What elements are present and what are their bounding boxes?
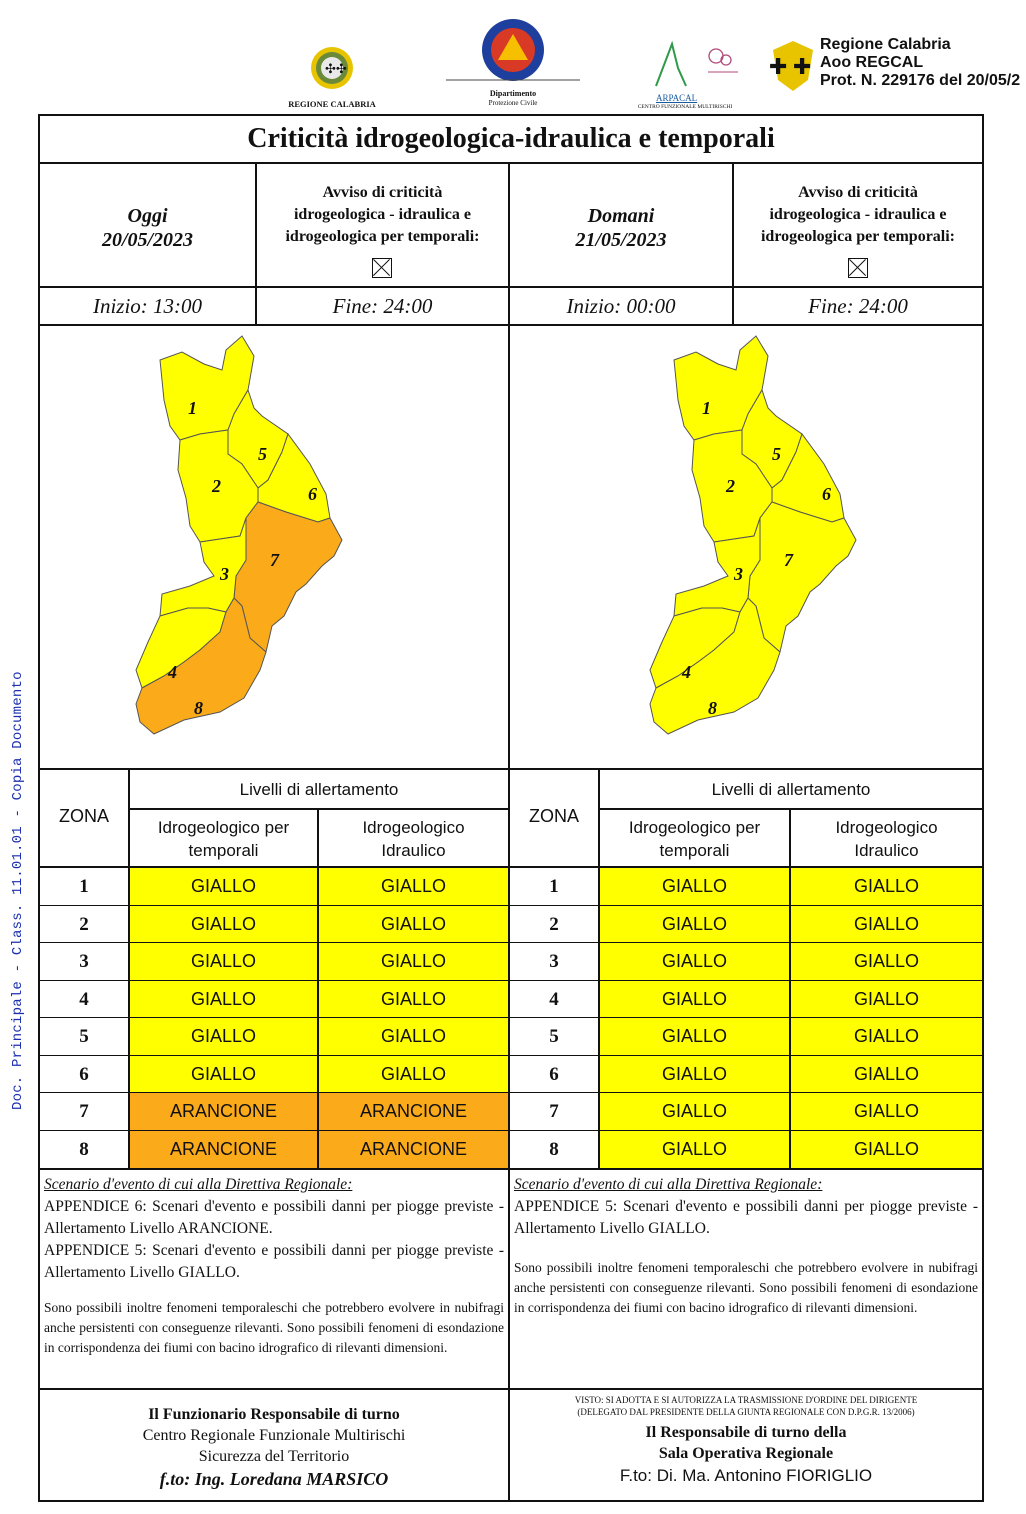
- regione-small-emblem-icon: [768, 38, 818, 94]
- map-tomorrow-label-1: 1: [702, 398, 711, 418]
- tbl-tomorrow-zona-7-idraulico-level: GIALLO: [791, 1093, 982, 1131]
- tbl-today-zona-4: 4: [40, 981, 130, 1019]
- tbl-tomorrow-col2-header: [791, 810, 982, 868]
- tbl-today-zona-3-idraulico-level: GIALLO: [319, 943, 508, 981]
- tbl-tomorrow-zona-8-idraulico-level: GIALLO: [791, 1131, 982, 1169]
- tbl-today-zona-4-temporali-level: GIALLO: [130, 981, 319, 1019]
- tbl-tomorrow-zona-1-idraulico-level: GIALLO: [791, 868, 982, 906]
- map-tomorrow-label-3: 3: [734, 564, 743, 584]
- svg-text:✚: ✚: [793, 55, 812, 80]
- tbl-tomorrow-zona-1-temporali-level: GIALLO: [600, 868, 791, 906]
- today-fine: Fine: 24:00: [332, 294, 433, 318]
- footer-left-sign: f.to: Ing. Loredana MARSICO: [159, 1469, 389, 1489]
- footer-right-title2: Sala Operativa Regionale: [658, 1445, 834, 1462]
- tbl-today-zona-6-temporali-level: GIALLO: [130, 1056, 319, 1094]
- tbl-tomorrow-zona-2-idraulico-level: GIALLO: [791, 906, 982, 944]
- tbl-tomorrow-zona-2-temporali-level: GIALLO: [600, 906, 791, 944]
- tbl-tomorrow-zona-8-temporali-level: GIALLO: [600, 1131, 791, 1169]
- today-avviso-checkbox[interactable]: [372, 258, 392, 278]
- scenario-tomorrow-heading: Scenario d'evento di cui alla Direttiva Regionale:: [514, 1176, 823, 1193]
- tbl-today-zona-5-temporali-level: GIALLO: [130, 1018, 319, 1056]
- scenario-today-p3: Sono possibili inoltre fenomeni temporaleschi che potrebbero evolvere in nubifragi anche persistenti con conseguenze rilevanti. Sono possibili fenomeni di esondazione in corrispondenza dei fiumi con bacino idrografico di rilevanti dimensioni.: [44, 1300, 504, 1355]
- today-inizio: Inizio: 13:00: [92, 294, 203, 318]
- tbl-today-zona-7: 7: [40, 1093, 130, 1131]
- scenario-today-heading: Scenario d'evento di cui alla Direttiva Regionale:: [44, 1176, 353, 1193]
- tbl-today-zona-4-idraulico-level: GIALLO: [319, 981, 508, 1019]
- footer-right-visto1: VISTO: SI ADOTTA E SI AUTORIZZA LA TRASMISSIONE D'ORDINE DEL DIRIGENTE: [574, 1395, 918, 1405]
- tbl-today-zona-3: 3: [40, 943, 130, 981]
- scenario-tomorrow-p1: APPENDICE 5: Scenari d'evento e possibili danni per piogge previste - Allertamento Livello GIALLO.: [514, 1198, 978, 1237]
- tbl-tomorrow-zona-7: 7: [510, 1093, 600, 1131]
- scenario-today-p1: APPENDICE 6: Scenari d'evento e possibili danni per piogge previste - Allertamento Livello ARANCIONE.: [44, 1198, 504, 1237]
- logo-protezione-civile: [438, 18, 588, 108]
- footer-right-visto2: (DELEGATO DAL PRESIDENTE DELLA GIUNTA REGIONALE CON D.P.G.R. 13/2006): [577, 1407, 915, 1417]
- tbl-today-col2-header-line2: Idraulico: [381, 841, 446, 860]
- logo-arpacal: [626, 38, 744, 110]
- hline-maps-top: [40, 324, 982, 326]
- map-tomorrow-label-5: 5: [772, 444, 781, 464]
- tbl-today-col1-header: [130, 810, 319, 868]
- footer-right-sign: F.to: Di. Ma. Antonino FIORIGLIO: [619, 1466, 873, 1485]
- map-today-label-1: 1: [188, 398, 197, 418]
- map-tomorrow-label-4: 4: [682, 662, 691, 682]
- tbl-tomorrow-zona-6-idraulico-level: GIALLO: [791, 1056, 982, 1094]
- footer-left-title: Il Funzionario Responsabile di turno: [148, 1406, 400, 1423]
- scenario-tomorrow: [514, 1174, 978, 1318]
- tbl-today-zona-6-idraulico-level: GIALLO: [319, 1056, 508, 1094]
- logo-center-label: Dipartimento: [489, 89, 537, 98]
- logo-center-label2: Protezione Civile: [488, 99, 538, 107]
- protezione-civile-emblem-icon: [438, 18, 588, 84]
- tbl-tomorrow-zona-4-temporali-level: GIALLO: [600, 981, 791, 1019]
- side-stamp: Doc. Principale - Class. 11.01.01 - Copia Documento: [10, 671, 26, 1110]
- tbl-today-zona-2-idraulico-level: GIALLO: [319, 906, 508, 944]
- tbl-tomorrow-zona-5-temporali-level: GIALLO: [600, 1018, 791, 1056]
- page-title: Criticità idrogeologica-idraulica e temporali: [40, 116, 982, 164]
- bulletin-frame: [38, 114, 984, 1502]
- map-tomorrow-label-7: 7: [784, 550, 793, 570]
- tbl-tomorrow-zona-7-temporali-level: GIALLO: [600, 1093, 791, 1131]
- footer-right: [510, 1394, 982, 1488]
- tomorrow-fine: Fine: 24:00: [808, 294, 908, 318]
- map-tomorrow-zone-7: [748, 502, 856, 652]
- hline-scenario-bottom: [40, 1388, 982, 1390]
- footer-left: [40, 1404, 508, 1491]
- tbl-tomorrow-livelli-header: Livelli di allertamento: [600, 770, 982, 810]
- hline-table-bottom: [40, 1168, 982, 1170]
- scenario-tomorrow-p2: Sono possibili inoltre fenomeni temporaleschi che potrebbero evolvere in nubifragi anche persistenti con conseguenze rilevanti. Sono possibili fenomeni di esondazione in corrispondenza dei fiumi con bacino idrografico di rilevanti dimensioni.: [514, 1260, 978, 1315]
- tbl-tomorrow-zona-5: 5: [510, 1018, 600, 1056]
- map-today-label-2: 2: [212, 476, 221, 496]
- footer-left-line3: Sicurezza del Territorio: [198, 1448, 350, 1465]
- tbl-tomorrow-zona-4-idraulico-level: GIALLO: [791, 981, 982, 1019]
- protocol-stamp: Regione Calabria Aoo REGCAL Prot. N. 229176 del 20/05/2: [820, 36, 1021, 89]
- tbl-today-zona-1: 1: [40, 868, 130, 906]
- table-today: [40, 770, 508, 1168]
- tbl-today-zona-7-temporali-level: ARANCIONE: [130, 1093, 319, 1131]
- tomorrow-avviso-checkbox[interactable]: [848, 258, 868, 278]
- svg-text:✚: ✚: [769, 55, 788, 80]
- logo-right-label: ARPACAL: [656, 93, 698, 103]
- tbl-today-livelli-header: Livelli di allertamento: [130, 770, 508, 810]
- tbl-today-zona-5-idraulico-level: GIALLO: [319, 1018, 508, 1056]
- tbl-tomorrow-zona-3: 3: [510, 943, 600, 981]
- tbl-today-zona-6: 6: [40, 1056, 130, 1094]
- tbl-today-col1-header-line1: Idrogeologico per: [157, 818, 290, 837]
- tbl-tomorrow-zona-6-temporali-level: GIALLO: [600, 1056, 791, 1094]
- map-tomorrow-label-8: 8: [708, 698, 717, 718]
- map-today-label-6: 6: [308, 484, 317, 504]
- tbl-tomorrow-zona-6: 6: [510, 1056, 600, 1094]
- map-tomorrow-label-2: 2: [726, 476, 735, 496]
- svg-text:✣✣: ✣✣: [325, 62, 347, 77]
- tbl-tomorrow-col2-header-line2: Idraulico: [854, 841, 919, 860]
- tbl-tomorrow-zona-3-temporali-level: GIALLO: [600, 943, 791, 981]
- tbl-today-zona-header: ZONA: [40, 770, 130, 868]
- tbl-today-zona-1-idraulico-level: GIALLO: [319, 868, 508, 906]
- tbl-tomorrow-zona-8: 8: [510, 1131, 600, 1169]
- tbl-today-zona-8-idraulico-level: ARANCIONE: [319, 1131, 508, 1169]
- tbl-today-zona-8-temporali-level: ARANCIONE: [130, 1131, 319, 1169]
- logo-left-label: REGIONE CALABRIA: [288, 99, 376, 109]
- tbl-today-zona-3-temporali-level: GIALLO: [130, 943, 319, 981]
- footer-left-line2: Centro Regionale Funzionale Multirischi: [142, 1427, 406, 1444]
- tbl-tomorrow-zona-header: ZONA: [510, 770, 600, 868]
- scenario-today: [44, 1174, 504, 1358]
- tbl-today-col2-header-line1: Idrogeologico: [362, 818, 465, 837]
- logo-regione-calabria: [282, 44, 382, 109]
- map-today-label-5: 5: [258, 444, 267, 464]
- logo-right-sub: CENTRO FUNZIONALE MULTIRISCHI: [637, 104, 733, 110]
- tbl-today-zona-8: 8: [40, 1131, 130, 1169]
- scenario-today-p2: APPENDICE 5: Scenari d'evento e possibili danni per piogge previste - Allertamento Livello GIALLO.: [44, 1242, 504, 1281]
- map-tomorrow: [644, 330, 874, 750]
- table-tomorrow: [510, 770, 982, 1168]
- map-today-label-4: 4: [168, 662, 177, 682]
- tbl-today-zona-2: 2: [40, 906, 130, 944]
- tbl-tomorrow-zona-4: 4: [510, 981, 600, 1019]
- tbl-tomorrow-col1-header-line2: temporali: [659, 841, 730, 860]
- tomorrow-header: Domani 21/05/2023: [575, 205, 667, 251]
- tbl-tomorrow-zona-2: 2: [510, 906, 600, 944]
- tbl-today-zona-7-idraulico-level: ARANCIONE: [319, 1093, 508, 1131]
- map-today: [130, 330, 360, 750]
- map-today-label-7: 7: [270, 550, 279, 570]
- tbl-today-col1-header-line2: temporali: [188, 841, 259, 860]
- map-tomorrow-label-6: 6: [822, 484, 831, 504]
- tbl-today-col2-header: [319, 810, 508, 868]
- today-header: Oggi 20/05/2023: [101, 205, 194, 251]
- tbl-today-zona-2-temporali-level: GIALLO: [130, 906, 319, 944]
- tbl-tomorrow-col1-header: [600, 810, 791, 868]
- tbl-today-zona-1-temporali-level: GIALLO: [130, 868, 319, 906]
- logo-regione-small: [768, 38, 818, 94]
- map-today-zone-7: [234, 502, 342, 652]
- tbl-today-zona-5: 5: [40, 1018, 130, 1056]
- tbl-tomorrow-zona-5-idraulico-level: GIALLO: [791, 1018, 982, 1056]
- regione-calabria-emblem-icon: [282, 44, 382, 94]
- tbl-tomorrow-col2-header-line1: Idrogeologico: [835, 818, 938, 837]
- tbl-tomorrow-zona-3-idraulico-level: GIALLO: [791, 943, 982, 981]
- map-today-label-8: 8: [194, 698, 203, 718]
- today-avviso: Avviso di criticità idrogeologica - idraulica e idrogeologica per temporali:: [285, 184, 480, 245]
- footer-right-title1: Il Responsabile di turno della: [645, 1424, 847, 1441]
- tomorrow-inizio: Inizio: 00:00: [566, 294, 676, 318]
- tbl-tomorrow-zona-1: 1: [510, 868, 600, 906]
- arpacal-emblem-icon: [626, 38, 744, 88]
- map-today-label-3: 3: [220, 564, 229, 584]
- tomorrow-avviso: Avviso di criticità idrogeologica - idraulica e idrogeologica per temporali:: [760, 184, 956, 245]
- tbl-tomorrow-col1-header-line1: Idrogeologico per: [628, 818, 761, 837]
